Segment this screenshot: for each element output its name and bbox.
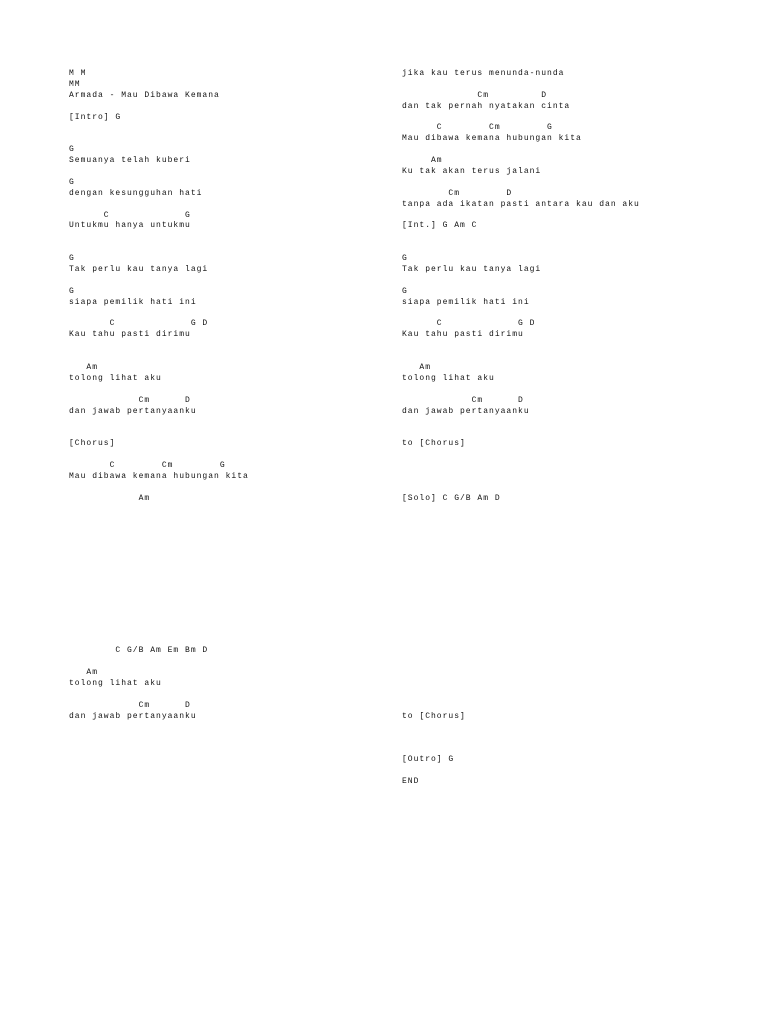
right-column-line: C Cm G bbox=[402, 123, 553, 133]
left-column-line bbox=[69, 559, 399, 570]
left-column-line: siapa pemilik hati ini bbox=[69, 297, 197, 307]
left-column-line: tolong lihat aku bbox=[69, 678, 162, 688]
left-column-line: Tak perlu kau tanya lagi bbox=[69, 265, 209, 275]
right-column-line: G bbox=[402, 254, 408, 264]
left-column-line bbox=[69, 385, 399, 396]
left-column-line bbox=[69, 276, 399, 287]
left-column-line: Mau dibawa kemana hubungan kita bbox=[69, 471, 249, 481]
right-column-line bbox=[402, 559, 732, 570]
left-column-line: G bbox=[69, 145, 75, 155]
right-column-line: Kau tahu pasti dirimu bbox=[402, 330, 524, 340]
right-column-line bbox=[402, 679, 732, 690]
left-column-line bbox=[69, 516, 399, 527]
right-column-line bbox=[402, 548, 732, 559]
left-column-line bbox=[69, 592, 399, 603]
right-column-line: Am bbox=[402, 156, 443, 166]
left-column-line bbox=[69, 200, 399, 211]
left-column-line bbox=[69, 614, 399, 625]
right-column-line bbox=[402, 516, 732, 527]
right-column-line bbox=[402, 603, 732, 614]
right-column-line bbox=[402, 537, 732, 548]
left-column-line: [Intro] G bbox=[69, 112, 122, 122]
left-column-line bbox=[69, 690, 399, 701]
lyrics-column-left bbox=[69, 69, 399, 722]
left-column-line: Am bbox=[69, 493, 151, 503]
right-column-line bbox=[402, 657, 732, 668]
left-column-line: G bbox=[69, 254, 75, 264]
left-column-line bbox=[69, 123, 399, 134]
right-column-line: [Int.] G Am C bbox=[402, 221, 478, 231]
left-column-line bbox=[69, 352, 399, 363]
right-column-line bbox=[402, 276, 732, 287]
right-column-line: dan tak pernah nyatakan cinta bbox=[402, 101, 571, 111]
left-column-line: dan jawab pertanyaanku bbox=[69, 406, 197, 416]
right-column-line: Tak perlu kau tanya lagi bbox=[402, 265, 542, 275]
left-column-line: Semuanya telah kuberi bbox=[69, 156, 191, 166]
left-column-line: Cm D bbox=[69, 700, 191, 710]
right-column-line: tolong lihat aku bbox=[402, 373, 495, 383]
right-column-line: dan jawab pertanyaanku bbox=[402, 406, 530, 416]
right-column-line: END bbox=[402, 776, 420, 786]
left-column-line bbox=[69, 341, 399, 352]
left-column-line: M M bbox=[69, 69, 87, 78]
left-column-line bbox=[69, 505, 399, 516]
left-column-line: G bbox=[69, 177, 75, 187]
right-column-line bbox=[402, 385, 732, 396]
right-column-line bbox=[402, 624, 732, 635]
right-column-line: to [Chorus] bbox=[402, 711, 466, 721]
left-column-line: C G D bbox=[69, 319, 209, 329]
left-column-line: MM bbox=[69, 79, 81, 89]
right-column-line: Mau dibawa kemana hubungan kita bbox=[402, 134, 582, 144]
left-column-line bbox=[69, 548, 399, 559]
left-column-line bbox=[69, 232, 399, 243]
right-column-line: siapa pemilik hati ini bbox=[402, 297, 530, 307]
left-column-line: Kau tahu pasti dirimu bbox=[69, 330, 191, 340]
right-column-line bbox=[402, 668, 732, 679]
right-column-line: Ku tak akan terus jalani bbox=[402, 167, 542, 177]
right-column-line: [Outro] G bbox=[402, 755, 455, 765]
right-column-line: to [Chorus] bbox=[402, 439, 466, 449]
left-column-line bbox=[69, 102, 399, 113]
right-column-line bbox=[402, 243, 732, 254]
right-column-line: G bbox=[402, 286, 408, 296]
right-column-line bbox=[402, 178, 732, 189]
left-column-line: G bbox=[69, 286, 75, 296]
right-column-line bbox=[402, 418, 732, 429]
left-column-line: dan jawab pertanyaanku bbox=[69, 711, 197, 721]
right-column-line bbox=[402, 211, 732, 222]
right-column-line bbox=[402, 722, 732, 733]
left-column-line bbox=[69, 134, 399, 145]
lyrics-column-right bbox=[402, 69, 732, 788]
right-column-line bbox=[402, 614, 732, 625]
right-column-line bbox=[402, 766, 732, 777]
right-column-line bbox=[402, 581, 732, 592]
right-column-line bbox=[402, 232, 732, 243]
left-column-line bbox=[69, 309, 399, 320]
right-column-line bbox=[402, 483, 732, 494]
right-column-line bbox=[402, 733, 732, 744]
right-column-line: [Solo] C G/B Am D bbox=[402, 493, 501, 503]
left-column-line: C G bbox=[69, 210, 191, 220]
right-column-line: jika kau terus menunda-nunda bbox=[402, 69, 565, 78]
left-column-line: [Chorus] bbox=[69, 439, 116, 449]
right-column-line: Am bbox=[402, 363, 432, 373]
left-column-line bbox=[69, 243, 399, 254]
right-column-line: Cm D bbox=[402, 188, 513, 198]
left-column-line: C G/B Am Em Bm D bbox=[69, 646, 209, 656]
right-column-line: C G D bbox=[402, 319, 536, 329]
right-column-line bbox=[402, 461, 732, 472]
left-column-line bbox=[69, 428, 399, 439]
left-column-line bbox=[69, 657, 399, 668]
right-column-line: tanpa ada ikatan pasti antara kau dan aku bbox=[402, 199, 640, 209]
right-column-line bbox=[402, 635, 732, 646]
left-column-line bbox=[69, 624, 399, 635]
left-column-line: Armada - Mau Dibawa Kemana bbox=[69, 90, 220, 100]
right-column-line bbox=[402, 309, 732, 320]
left-column-line: C Cm G bbox=[69, 461, 226, 471]
left-column-line: tolong lihat aku bbox=[69, 373, 162, 383]
left-column-line bbox=[69, 635, 399, 646]
left-column-line bbox=[69, 537, 399, 548]
right-column-line bbox=[402, 646, 732, 657]
right-column-line bbox=[402, 570, 732, 581]
left-column-line bbox=[69, 581, 399, 592]
right-column-line bbox=[402, 690, 732, 701]
right-column-line bbox=[402, 592, 732, 603]
left-column-line bbox=[69, 603, 399, 614]
right-column-line bbox=[402, 701, 732, 712]
right-column-line bbox=[402, 113, 732, 124]
right-column-line bbox=[402, 428, 732, 439]
right-column-line bbox=[402, 526, 732, 537]
right-column-line bbox=[402, 145, 732, 156]
left-column-line: Am bbox=[69, 667, 99, 677]
left-column-line bbox=[69, 570, 399, 581]
left-column-line bbox=[69, 418, 399, 429]
left-column-line: dengan kesungguhan hati bbox=[69, 188, 203, 198]
left-column-line bbox=[69, 167, 399, 178]
right-column-line bbox=[402, 352, 732, 363]
left-column-line: Am bbox=[69, 363, 99, 373]
right-column-line bbox=[402, 505, 732, 516]
right-column-line bbox=[402, 341, 732, 352]
right-column-line: Cm D bbox=[402, 90, 548, 100]
left-column-line: Cm D bbox=[69, 395, 191, 405]
right-column-line: Cm D bbox=[402, 395, 524, 405]
right-column-line bbox=[402, 744, 732, 755]
right-column-line bbox=[402, 472, 732, 483]
left-column-line: Untukmu hanya untukmu bbox=[69, 221, 191, 231]
left-column-line bbox=[69, 483, 399, 494]
left-column-line bbox=[69, 526, 399, 537]
right-column-line bbox=[402, 450, 732, 461]
left-column-line bbox=[69, 450, 399, 461]
right-column-line bbox=[402, 80, 732, 91]
